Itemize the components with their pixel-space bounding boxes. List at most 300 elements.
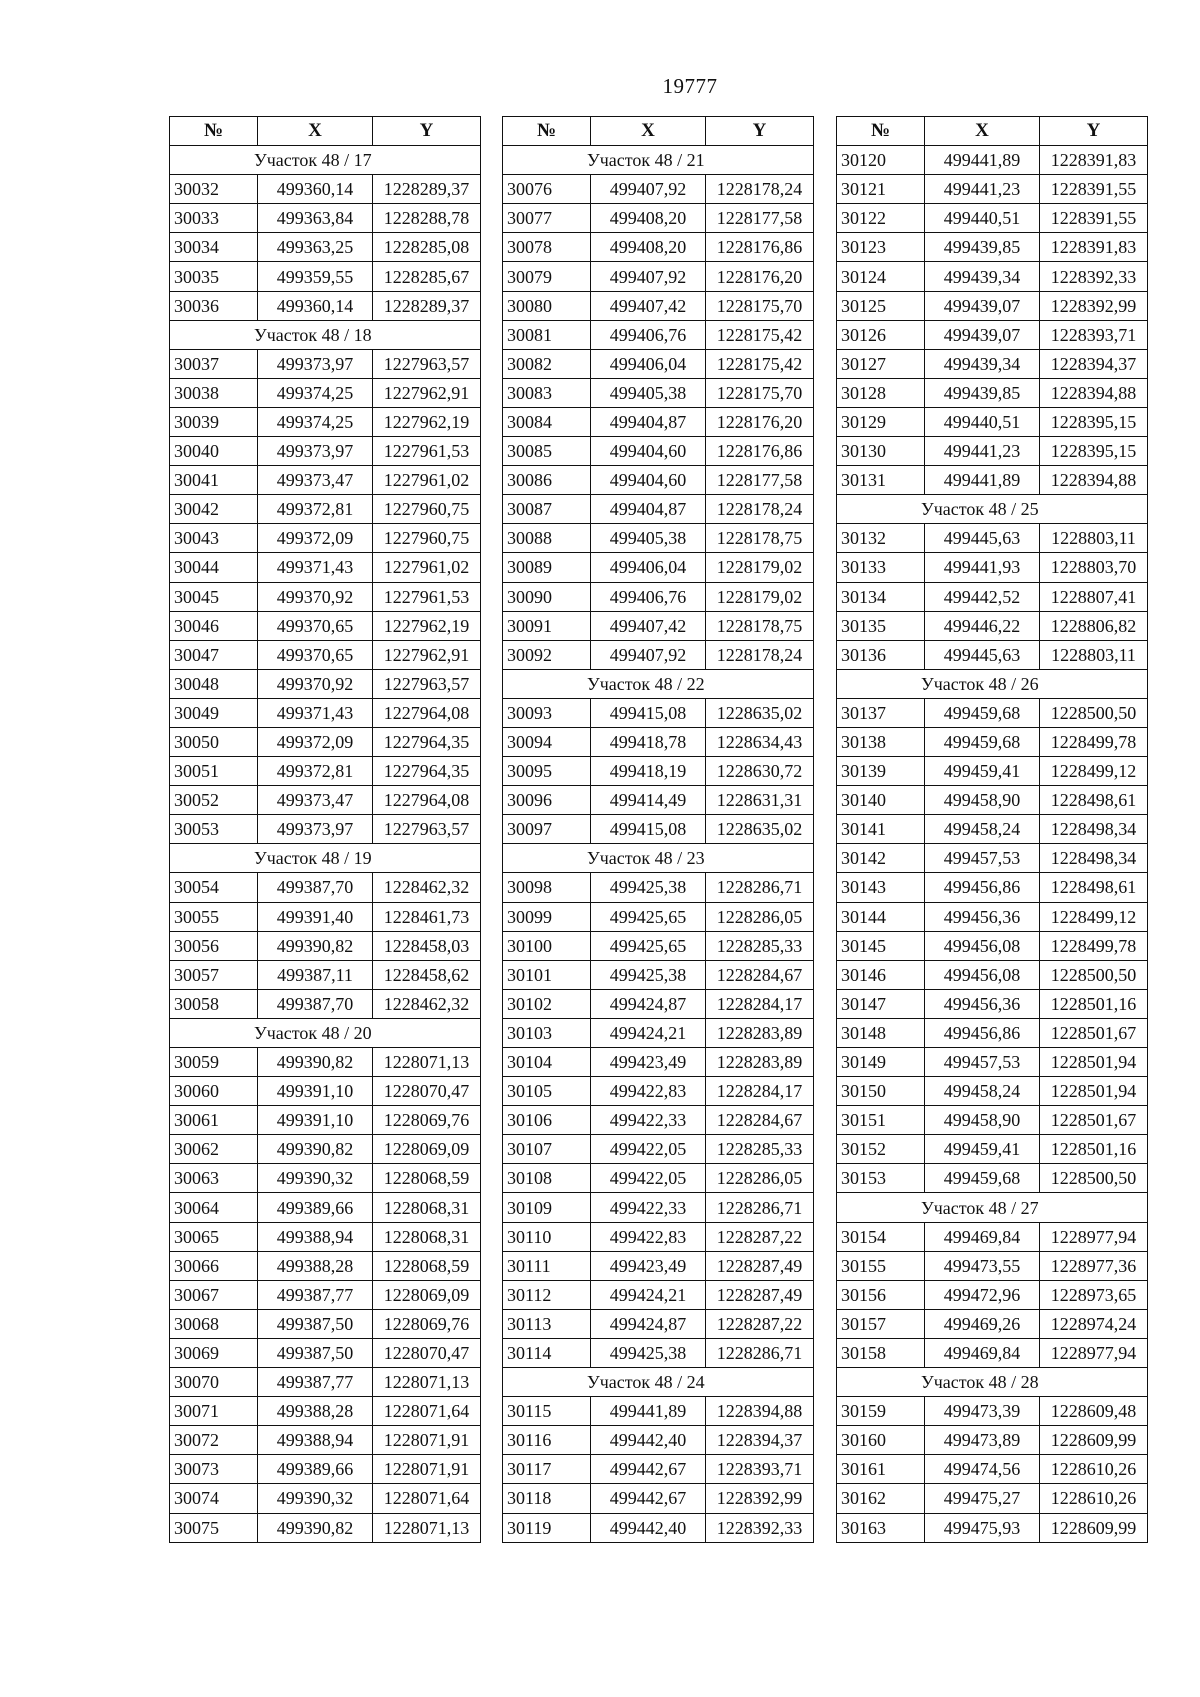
x-coordinate-cell: 499405,38 [591,524,706,553]
y-coordinate-cell: 1228071,91 [373,1455,481,1484]
table-row [503,495,814,524]
section-title: Участок 48 / 28 [837,1368,1148,1397]
table-row [503,611,814,640]
section-title: Участок 48 / 24 [503,1368,814,1397]
y-coordinate-cell: 1228394,88 [1040,378,1148,407]
y-coordinate-cell: 1228806,82 [1040,611,1148,640]
point-number-cell: 30142 [837,844,925,873]
point-number-cell: 30099 [503,902,591,931]
table-row [503,1193,814,1222]
point-number-cell: 30148 [837,1018,925,1047]
x-coordinate-cell: 499407,42 [591,611,706,640]
point-number-cell: 30160 [837,1426,925,1455]
x-coordinate-cell: 499388,94 [258,1222,373,1251]
table-row [837,233,1148,262]
x-coordinate-cell: 499391,40 [258,902,373,931]
table-row [837,466,1148,495]
y-coordinate-cell: 1227961,02 [373,553,481,582]
table-row [170,1513,481,1542]
point-number-cell: 30138 [837,727,925,756]
y-coordinate-cell: 1228285,08 [373,233,481,262]
table-row [170,1280,481,1309]
table-row [170,407,481,436]
point-number-cell: 30111 [503,1251,591,1280]
table-row [170,262,481,291]
x-coordinate-cell: 499457,53 [925,844,1040,873]
point-number-cell: 30085 [503,437,591,466]
x-coordinate-cell: 499441,89 [925,146,1040,175]
table-row [170,931,481,960]
table-row [170,1368,481,1397]
section-title: Участок 48 / 18 [170,320,481,349]
table-row [503,466,814,495]
x-coordinate-cell: 499439,34 [925,262,1040,291]
x-coordinate-cell: 499441,93 [925,553,1040,582]
x-coordinate-cell: 499404,87 [591,407,706,436]
y-coordinate-cell: 1227962,19 [373,611,481,640]
x-coordinate-cell: 499415,08 [591,698,706,727]
point-number-cell: 30090 [503,582,591,611]
point-number-cell: 30116 [503,1426,591,1455]
table-row [837,698,1148,727]
y-coordinate-cell: 1228394,88 [1040,466,1148,495]
y-coordinate-cell: 1227964,08 [373,698,481,727]
section-header-row [503,844,814,873]
x-coordinate-cell: 499390,82 [258,1135,373,1164]
x-coordinate-cell: 499406,76 [591,582,706,611]
y-coordinate-cell: 1228071,64 [373,1397,481,1426]
point-number-cell: 30040 [170,437,258,466]
table-row [170,349,481,378]
table-row [170,1135,481,1164]
point-number-cell: 30127 [837,349,925,378]
table-row [503,873,814,902]
x-coordinate-cell: 499374,25 [258,378,373,407]
point-number-cell: 30033 [170,204,258,233]
section-title: Участок 48 / 19 [170,844,481,873]
table-row [503,349,814,378]
y-coordinate-cell: 1228176,20 [706,262,814,291]
y-coordinate-cell: 1227964,35 [373,757,481,786]
x-coordinate-cell: 499422,33 [591,1193,706,1222]
point-number-cell: 30120 [837,146,925,175]
table-row [503,960,814,989]
table-row [170,1455,481,1484]
table-row [170,1164,481,1193]
point-number-cell: 30162 [837,1484,925,1513]
point-number-cell: 30145 [837,931,925,960]
x-coordinate-cell: 499388,28 [258,1397,373,1426]
point-number-cell: 30130 [837,437,925,466]
y-coordinate-cell: 1228284,17 [706,989,814,1018]
point-number-cell: 30064 [170,1193,258,1222]
point-number-cell: 30091 [503,611,591,640]
point-number-cell: 30143 [837,873,925,902]
x-coordinate-cell: 499387,50 [258,1338,373,1367]
header-y: Y [373,117,481,146]
point-number-cell: 30117 [503,1455,591,1484]
table-row [503,233,814,262]
table-row [837,757,1148,786]
y-coordinate-cell: 1227962,91 [373,640,481,669]
section-title: Участок 48 / 23 [503,844,814,873]
table-row [837,1048,1148,1077]
point-number-cell: 30106 [503,1106,591,1135]
section-title: Участок 48 / 21 [503,146,814,175]
point-number-cell: 30159 [837,1397,925,1426]
table-header-row [837,117,1148,146]
table-row [503,378,814,407]
y-coordinate-cell: 1228393,71 [1040,320,1148,349]
y-coordinate-cell: 1228498,34 [1040,815,1148,844]
point-number-cell: 30069 [170,1338,258,1367]
x-coordinate-cell: 499389,66 [258,1193,373,1222]
table-row [170,291,481,320]
y-coordinate-cell: 1228178,24 [706,495,814,524]
y-coordinate-cell: 1228287,22 [706,1309,814,1338]
point-number-cell: 30065 [170,1222,258,1251]
x-coordinate-cell: 499360,14 [258,175,373,204]
x-coordinate-cell: 499474,56 [925,1455,1040,1484]
x-coordinate-cell: 499439,85 [925,378,1040,407]
table-row [837,407,1148,436]
point-number-cell: 30084 [503,407,591,436]
y-coordinate-cell: 1228803,11 [1040,524,1148,553]
y-coordinate-cell: 1228461,73 [373,902,481,931]
x-coordinate-cell: 499424,87 [591,1309,706,1338]
point-number-cell: 30062 [170,1135,258,1164]
table-row [837,320,1148,349]
x-coordinate-cell: 499458,90 [925,1106,1040,1135]
y-coordinate-cell: 1228176,20 [706,407,814,436]
point-number-cell: 30110 [503,1222,591,1251]
y-coordinate-cell: 1228499,78 [1040,727,1148,756]
table-row [837,1106,1148,1135]
point-number-cell: 30068 [170,1309,258,1338]
x-coordinate-cell: 499456,08 [925,960,1040,989]
x-coordinate-cell: 499387,77 [258,1280,373,1309]
x-coordinate-cell: 499422,83 [591,1222,706,1251]
x-coordinate-cell: 499456,08 [925,931,1040,960]
x-coordinate-cell: 499473,89 [925,1426,1040,1455]
table-row [170,553,481,582]
point-number-cell: 30100 [503,931,591,960]
y-coordinate-cell: 1228179,02 [706,553,814,582]
point-number-cell: 30123 [837,233,925,262]
y-coordinate-cell: 1228610,26 [1040,1455,1148,1484]
section-title: Участок 48 / 20 [170,1018,481,1047]
table-row [837,873,1148,902]
x-coordinate-cell: 499459,68 [925,727,1040,756]
x-coordinate-cell: 499442,40 [591,1513,706,1542]
coordinates-table-right [836,116,1148,1543]
table-row [503,1135,814,1164]
point-number-cell: 30103 [503,1018,591,1047]
y-coordinate-cell: 1228071,91 [373,1426,481,1455]
point-number-cell: 30032 [170,175,258,204]
table-row [503,1048,814,1077]
point-number-cell: 30077 [503,204,591,233]
point-number-cell: 30096 [503,786,591,815]
table-row [170,466,481,495]
table-row [837,146,1148,175]
y-coordinate-cell: 1227961,53 [373,582,481,611]
x-coordinate-cell: 499390,82 [258,931,373,960]
y-coordinate-cell: 1228391,55 [1040,204,1148,233]
y-coordinate-cell: 1228287,22 [706,1222,814,1251]
point-number-cell: 30056 [170,931,258,960]
point-number-cell: 30126 [837,320,925,349]
y-coordinate-cell: 1228500,50 [1040,1164,1148,1193]
y-coordinate-cell: 1228286,71 [706,1338,814,1367]
point-number-cell: 30089 [503,553,591,582]
x-coordinate-cell: 499388,94 [258,1426,373,1455]
table-row [837,844,1148,873]
y-coordinate-cell: 1228391,83 [1040,233,1148,262]
point-number-cell: 30144 [837,902,925,931]
x-coordinate-cell: 499473,55 [925,1251,1040,1280]
table-row [503,262,814,291]
y-coordinate-cell: 1228635,02 [706,815,814,844]
y-coordinate-cell: 1228287,49 [706,1251,814,1280]
table-row [837,437,1148,466]
y-coordinate-cell: 1228071,13 [373,1048,481,1077]
point-number-cell: 30161 [837,1455,925,1484]
point-number-cell: 30129 [837,407,925,436]
y-coordinate-cell: 1228462,32 [373,989,481,1018]
table-row [503,320,814,349]
point-number-cell: 30046 [170,611,258,640]
point-number-cell: 30080 [503,291,591,320]
x-coordinate-cell: 499446,22 [925,611,1040,640]
header-num: № [837,117,925,146]
section-title: Участок 48 / 17 [170,146,481,175]
x-coordinate-cell: 499441,23 [925,437,1040,466]
point-number-cell: 30153 [837,1164,925,1193]
point-number-cell: 30112 [503,1280,591,1309]
x-coordinate-cell: 499390,32 [258,1164,373,1193]
point-number-cell: 30047 [170,640,258,669]
x-coordinate-cell: 499441,89 [591,1397,706,1426]
x-coordinate-cell: 499473,39 [925,1397,1040,1426]
table-row [503,1280,814,1309]
x-coordinate-cell: 499406,76 [591,320,706,349]
section-header-row [837,669,1148,698]
table-row [170,233,481,262]
coordinates-table-left [169,116,481,1543]
y-coordinate-cell: 1228501,94 [1040,1077,1148,1106]
y-coordinate-cell: 1228395,15 [1040,437,1148,466]
x-coordinate-cell: 499370,92 [258,582,373,611]
point-number-cell: 30049 [170,698,258,727]
table-row [170,175,481,204]
table-row [503,1222,814,1251]
page-number: 19777 [662,74,718,98]
section-header-row [837,495,1148,524]
x-coordinate-cell: 499424,21 [591,1280,706,1309]
y-coordinate-cell: 1228500,50 [1040,960,1148,989]
y-coordinate-cell: 1228394,37 [706,1426,814,1455]
point-number-cell: 30093 [503,698,591,727]
table-row [503,553,814,582]
x-coordinate-cell: 499442,40 [591,1426,706,1455]
section-title: Участок 48 / 25 [837,495,1148,524]
table-row [837,1484,1148,1513]
point-number-cell: 30158 [837,1338,925,1367]
x-coordinate-cell: 499469,84 [925,1338,1040,1367]
point-number-cell: 30053 [170,815,258,844]
table-row [503,524,814,553]
x-coordinate-cell: 499459,68 [925,1164,1040,1193]
x-coordinate-cell: 499404,60 [591,437,706,466]
y-coordinate-cell: 1227964,35 [373,727,481,756]
x-coordinate-cell: 499390,82 [258,1513,373,1542]
table-row [837,1513,1148,1542]
point-number-cell: 30094 [503,727,591,756]
y-coordinate-cell: 1228176,86 [706,233,814,262]
table-row [837,1338,1148,1367]
x-coordinate-cell: 499439,07 [925,291,1040,320]
y-coordinate-cell: 1228394,37 [1040,349,1148,378]
point-number-cell: 30105 [503,1077,591,1106]
x-coordinate-cell: 499456,36 [925,989,1040,1018]
table-row [837,1077,1148,1106]
x-coordinate-cell: 499424,87 [591,989,706,1018]
table-row [170,1426,481,1455]
y-coordinate-cell: 1228286,71 [706,873,814,902]
y-coordinate-cell: 1228285,33 [706,931,814,960]
table-row [503,407,814,436]
point-number-cell: 30078 [503,233,591,262]
table-row [837,378,1148,407]
header-y: Y [706,117,814,146]
table-row [503,1455,814,1484]
table-row [170,1048,481,1077]
y-coordinate-cell: 1228391,55 [1040,175,1148,204]
y-coordinate-cell: 1227962,91 [373,378,481,407]
header-x: X [925,117,1040,146]
point-number-cell: 30045 [170,582,258,611]
table-row [837,727,1148,756]
table-row [837,204,1148,233]
y-coordinate-cell: 1228284,67 [706,1106,814,1135]
point-number-cell: 30118 [503,1484,591,1513]
y-coordinate-cell: 1228501,67 [1040,1018,1148,1047]
table-row [837,349,1148,378]
x-coordinate-cell: 499445,63 [925,524,1040,553]
x-coordinate-cell: 499418,19 [591,757,706,786]
point-number-cell: 30113 [503,1309,591,1338]
x-coordinate-cell: 499456,86 [925,873,1040,902]
point-number-cell: 30034 [170,233,258,262]
x-coordinate-cell: 499407,92 [591,640,706,669]
header-x: X [258,117,373,146]
y-coordinate-cell: 1228499,12 [1040,757,1148,786]
table-row [170,582,481,611]
table-row [503,1077,814,1106]
table-row [503,1251,814,1280]
y-coordinate-cell: 1228803,70 [1040,553,1148,582]
x-coordinate-cell: 499414,49 [591,786,706,815]
x-coordinate-cell: 499469,84 [925,1222,1040,1251]
y-coordinate-cell: 1227960,75 [373,495,481,524]
table-row [170,989,481,1018]
table-row [170,640,481,669]
point-number-cell: 30081 [503,320,591,349]
x-coordinate-cell: 499407,42 [591,291,706,320]
table-header-row [170,117,481,146]
x-coordinate-cell: 499459,41 [925,757,1040,786]
table-row [170,669,481,698]
table-row [170,698,481,727]
y-coordinate-cell: 1228286,71 [706,1193,814,1222]
point-number-cell: 30079 [503,262,591,291]
point-number-cell: 30052 [170,786,258,815]
point-number-cell: 30057 [170,960,258,989]
x-coordinate-cell: 499387,70 [258,873,373,902]
x-coordinate-cell: 499424,21 [591,1018,706,1047]
point-number-cell: 30151 [837,1106,925,1135]
point-number-cell: 30054 [170,873,258,902]
point-number-cell: 30071 [170,1397,258,1426]
point-number-cell: 30035 [170,262,258,291]
y-coordinate-cell: 1228178,75 [706,611,814,640]
x-coordinate-cell: 499391,10 [258,1077,373,1106]
x-coordinate-cell: 499372,09 [258,524,373,553]
y-coordinate-cell: 1228609,48 [1040,1397,1148,1426]
point-number-cell: 30082 [503,349,591,378]
y-coordinate-cell: 1228977,94 [1040,1338,1148,1367]
y-coordinate-cell: 1228501,67 [1040,1106,1148,1135]
point-number-cell: 30067 [170,1280,258,1309]
y-coordinate-cell: 1228500,50 [1040,698,1148,727]
y-coordinate-cell: 1228462,32 [373,873,481,902]
table-header-row [503,117,814,146]
point-number-cell: 30141 [837,815,925,844]
table-row [170,960,481,989]
x-coordinate-cell: 499458,24 [925,815,1040,844]
section-header-row [170,1018,481,1047]
table-row [170,611,481,640]
x-coordinate-cell: 499441,89 [925,466,1040,495]
x-coordinate-cell: 499373,47 [258,466,373,495]
point-number-cell: 30074 [170,1484,258,1513]
y-coordinate-cell: 1228977,94 [1040,1222,1148,1251]
y-coordinate-cell: 1228179,02 [706,582,814,611]
y-coordinate-cell: 1227963,57 [373,349,481,378]
x-coordinate-cell: 499425,38 [591,960,706,989]
point-number-cell: 30060 [170,1077,258,1106]
point-number-cell: 30102 [503,989,591,1018]
table-row [503,902,814,931]
x-coordinate-cell: 499390,32 [258,1484,373,1513]
point-number-cell: 30115 [503,1397,591,1426]
point-number-cell: 30163 [837,1513,925,1542]
y-coordinate-cell: 1228634,43 [706,727,814,756]
x-coordinate-cell: 499371,43 [258,698,373,727]
x-coordinate-cell: 499408,20 [591,233,706,262]
y-coordinate-cell: 1228630,72 [706,757,814,786]
x-coordinate-cell: 499389,66 [258,1455,373,1484]
y-coordinate-cell: 1228070,47 [373,1338,481,1367]
table-row [837,1251,1148,1280]
y-coordinate-cell: 1228284,17 [706,1077,814,1106]
coordinates-table-middle [502,116,814,1543]
x-coordinate-cell: 499459,68 [925,698,1040,727]
table-row [170,1251,481,1280]
table-row [503,1513,814,1542]
point-number-cell: 30086 [503,466,591,495]
